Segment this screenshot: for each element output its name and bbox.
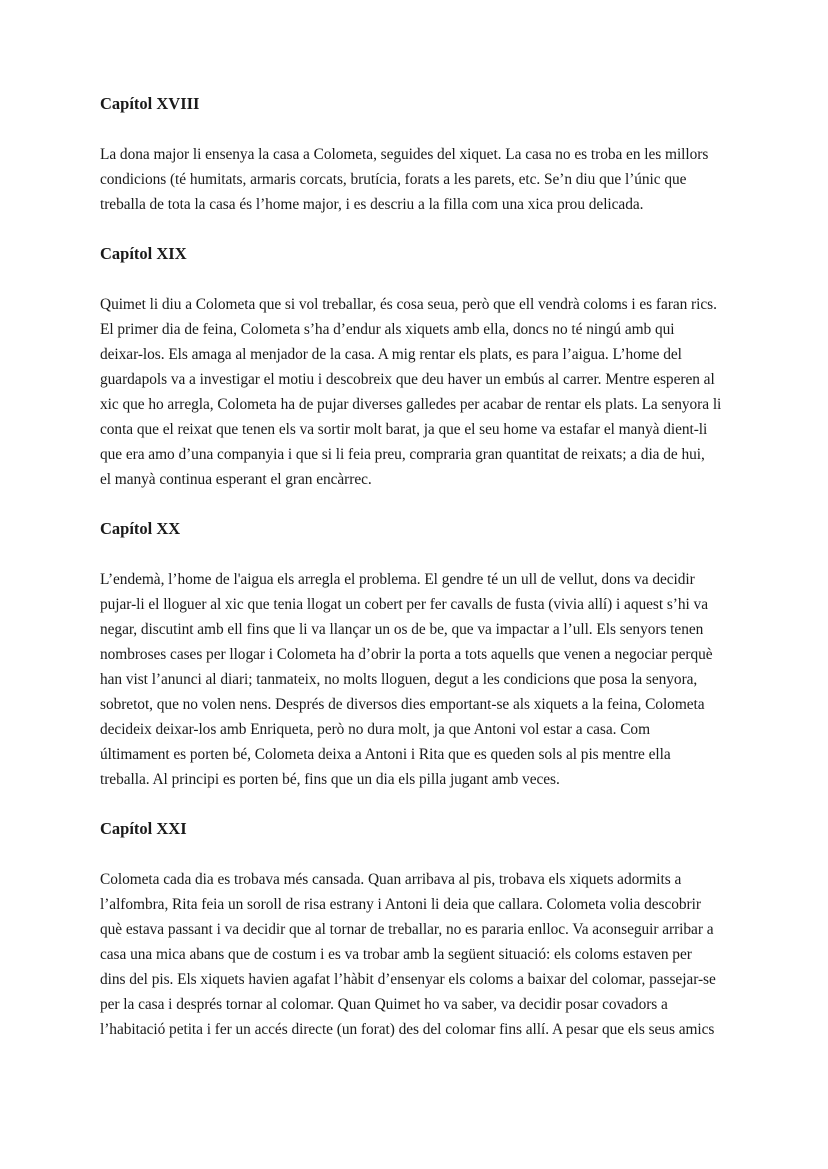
text-line: dins del pis. Els xiquets havien agafat l’hàbit d’ensenyar els coloms a baixar del colomar, passejar-se xyxy=(100,971,716,988)
text-line: conta que el reixat que tenen els va sortir molt barat, ja que el seu home va estafar el manyà dient-li xyxy=(100,421,708,438)
chapter-title: Capítol XXI xyxy=(100,819,187,838)
text-line: guardapols va a investigar el motiu i descobreix que deu haver un embús al carrer. Mentre esperen al xyxy=(100,371,715,388)
text-line: Colometa cada dia es trobava més cansada. Quan arribava al pis, trobava els xiquets adormits a xyxy=(100,871,682,888)
chapter-paragraph xyxy=(100,567,730,792)
chapter-xix xyxy=(100,242,730,492)
text-line: casa una mica abans que de costum i es va trobar amb la següent situació: els coloms estaven per xyxy=(100,946,692,963)
chapter-title: Capítol XVIII xyxy=(100,94,200,113)
text-line: decideix deixar-los amb Enriqueta, però no dura molt, ja que Antoni vol estar a casa. Com xyxy=(100,721,650,738)
chapter-xx xyxy=(100,517,730,792)
text-line: condicions (té humitats, armaris corcats, brutícia, forats a les parets, etc. Se’n diu que l’únic que xyxy=(100,171,687,188)
text-line: el manyà continua esperant el gran encàrrec. xyxy=(100,471,372,488)
text-line: nombroses cases per llogar i Colometa ha d’obrir la porta a tots aquells que venen a negociar perquè xyxy=(100,646,713,663)
text-line: l’alfombra, Rita feia un soroll de risa estrany i Antoni li deia que callara. Colometa volia descobrir xyxy=(100,896,701,913)
text-line: treballa de tota la casa és l’home major, i es descriu a la filla com una xica prou delicada. xyxy=(100,196,644,213)
text-line: pujar-li el lloguer al xic que tenia llogat un cobert per fer cavalls de fusta (vivia allí) i aquest s’hi va xyxy=(100,596,708,613)
chapter-paragraph xyxy=(100,867,730,1042)
chapter-paragraph xyxy=(100,142,730,217)
text-line: deixar-los. Els amaga al menjador de la casa. A mig rentar els plats, es para l’aigua. L’home del xyxy=(100,346,682,363)
text-line: negar, discutint amb ell fins que li va llançar un os de be, que va impactar a l’ull. Els senyors tenen xyxy=(100,621,704,638)
text-line: L’endemà, l’home de l'aigua els arregla el problema. El gendre té un ull de vellut, dons va decidir xyxy=(100,571,695,588)
text-line: sobretot, que no volen nens. Després de diversos dies emportant-se als xiquets a la feina, Colometa xyxy=(100,696,705,713)
text-line: xic que ho arregla, Colometa ha de pujar diverses galledes per acabar de rentar els plats. La senyora li xyxy=(100,396,722,413)
text-line: l’habitació petita i fer un accés directe (un forat) des del colomar fins allí. A pesar que els seus amics xyxy=(100,1021,715,1038)
text-line: La dona major li ensenya la casa a Colometa, seguides del xiquet. La casa no es troba en les millors xyxy=(100,146,709,163)
text-line: últimament es porten bé, Colometa deixa a Antoni i Rita que es queden sols al pis mentre ella xyxy=(100,746,671,763)
text-line: El primer dia de feina, Colometa s’ha d’endur als xiquets amb ella, doncs no té ningú amb qui xyxy=(100,321,675,338)
text-line: què estava passant i va decidir que al tornar de treballar, no es pararia enlloc. Va aconseguir arribar a xyxy=(100,921,714,938)
text-line: han vist l’anunci al diari; tanmateix, no molts lloguen, degut a les condicions que posa la senyora, xyxy=(100,671,698,688)
chapter-title: Capítol XX xyxy=(100,519,181,538)
text-line: treballa. Al principi es porten bé, fins que un dia els pilla jugant amb veces. xyxy=(100,771,560,788)
chapter-xxi xyxy=(100,817,730,1042)
chapter-xviii xyxy=(100,92,730,217)
document-page xyxy=(100,92,730,1067)
chapter-title: Capítol XIX xyxy=(100,244,187,263)
text-line: que era amo d’una companyia i que si li feia preu, compraria gran quantitat de reixats; a dia de hui, xyxy=(100,446,705,463)
text-line: Quimet li diu a Colometa que si vol treballar, és cosa seua, però que ell vendrà coloms i es faran rics. xyxy=(100,296,717,313)
text-line: per la casa i després tornar al colomar. Quan Quimet ho va saber, va decidir posar covadors a xyxy=(100,996,668,1013)
chapter-paragraph xyxy=(100,292,730,492)
